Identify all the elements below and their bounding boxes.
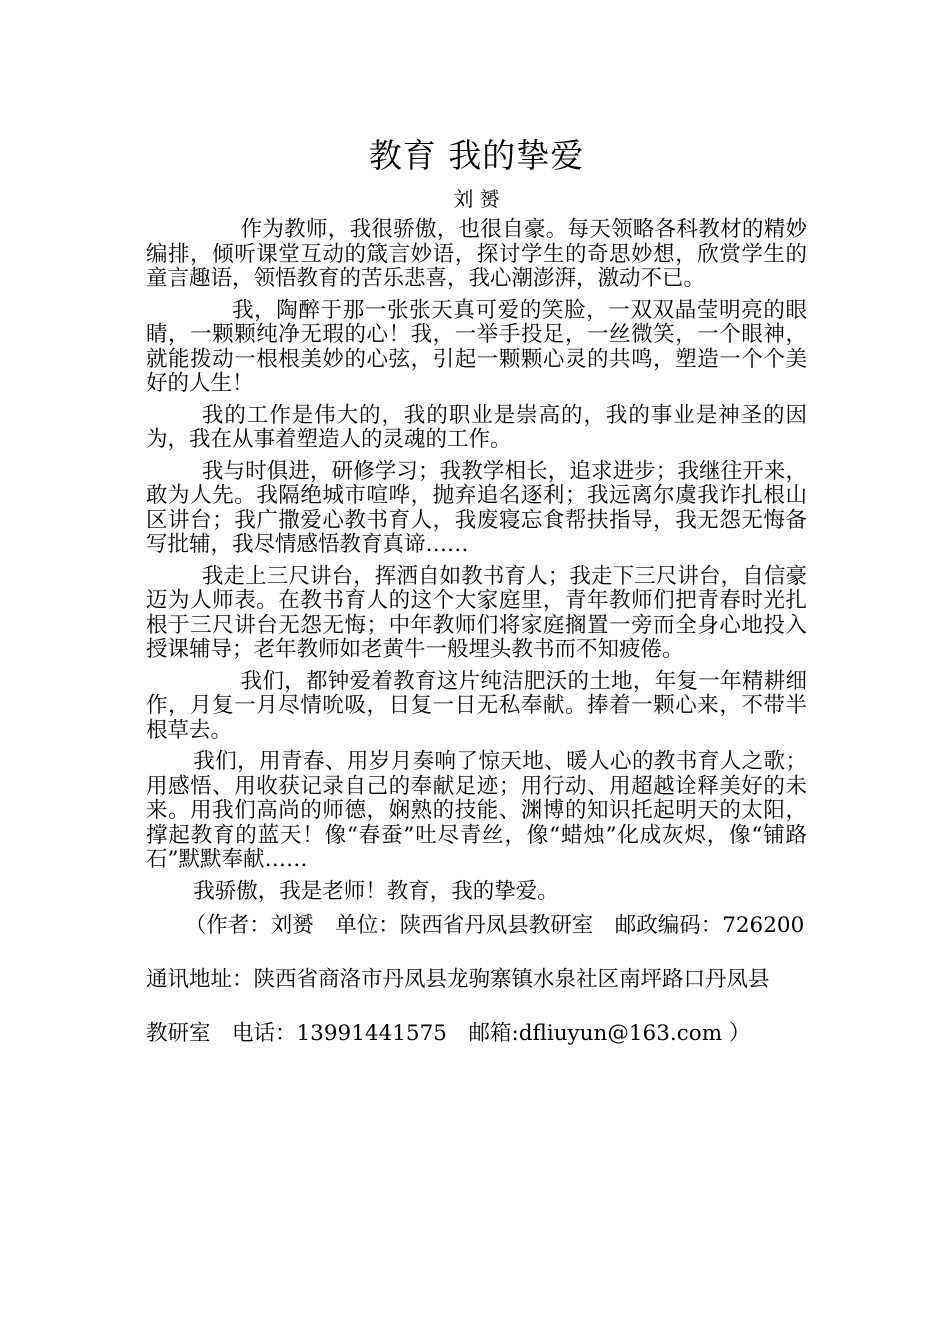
author-name: 刘 赟: [453, 187, 500, 211]
paragraph-3: 我的工作是伟大的，我的职业是崇高的，我的事业是神圣的因为，我在从事着塑造人的灵魂的工作。: [146, 402, 807, 452]
paragraph-2: 我，陶醉于那一张张天真可爱的笑脸，一双双晶莹明亮的眼睛，一颗颗纯净无瑕的心！我，一举手投足，一丝微笑，一个眼神，就能拨动一根根美妙的心弦，引起一颗颗心灵的共鸣，塑造一个个美好的人生！: [146, 297, 807, 396]
paragraph-8: 我骄傲，我是老师！教育，我的挚爱。: [193, 878, 559, 904]
footer-contact: 教研室 电话：13991441575 邮箱:dfliuyun@163.com ）: [146, 1021, 751, 1046]
document-page: [146, 128, 807, 1046]
footer-address: 通讯地址：陕西省商洛市丹凤县龙驹寨镇水泉社区南坪路口丹凤县: [146, 967, 770, 992]
paragraph-4: 我与时俱进，研修学习；我教学相长，追求进步；我继往开来，敢为人先。我隔绝城市喧哗，抛弃追名逐利；我远离尔虞我诈扎根山区讲台；我广撒爱心教书育人，我废寝忘食帮扶指导，我无怨无悔备写批辅，我尽情感悟教育真谛……: [146, 458, 807, 557]
footer-author-info: （作者：刘赟 单位：陕西省丹凤县教研室 邮政编码：726200: [184, 913, 805, 938]
paragraph-5: 我走上三尺讲台，挥洒自如教书育人；我走下三尺讲台，自信豪迈为人师表。在教书育人的这个大家庭里，青年教师们把青春时光扎根于三尺讲台无怨无悔；中年教师们将家庭搁置一旁而全身心地投入授课辅导；老年教师如老黄牛一般埋头教书而不知疲倦。: [146, 563, 807, 662]
paragraph-7: 我们，用青春、用岁月奏响了惊天地、暖人心的教书育人之歌；用感悟、用收获记录自己的奉献足迹；用行动、用超越诠释美好的未来。用我们高尚的师德，娴熟的技能、渊博的知识托起明天的太阳，撑起教育的蓝天！像“春蚕”吐尽青丝，像“蜡烛”化成灰烬，像“铺路石”默默奉献……: [146, 749, 807, 872]
paragraph-1: 作为教师，我很骄傲，也很自豪。每天领略各科教材的精妙编排，倾听课堂互动的箴言妙语，探讨学生的奇思妙想，欣赏学生的童言趣语，领悟教育的苦乐悲喜，我心潮澎湃，激动不已。: [146, 217, 807, 291]
document-title: 教育 我的挚爱: [368, 136, 585, 175]
paragraph-6: 我们，都钟爱着教育这片纯洁肥沃的土地，年复一年精耕细作，月复一月尽情吮吸，日复一日无私奉献。捧着一颗心来，不带半根草去。: [146, 668, 807, 743]
